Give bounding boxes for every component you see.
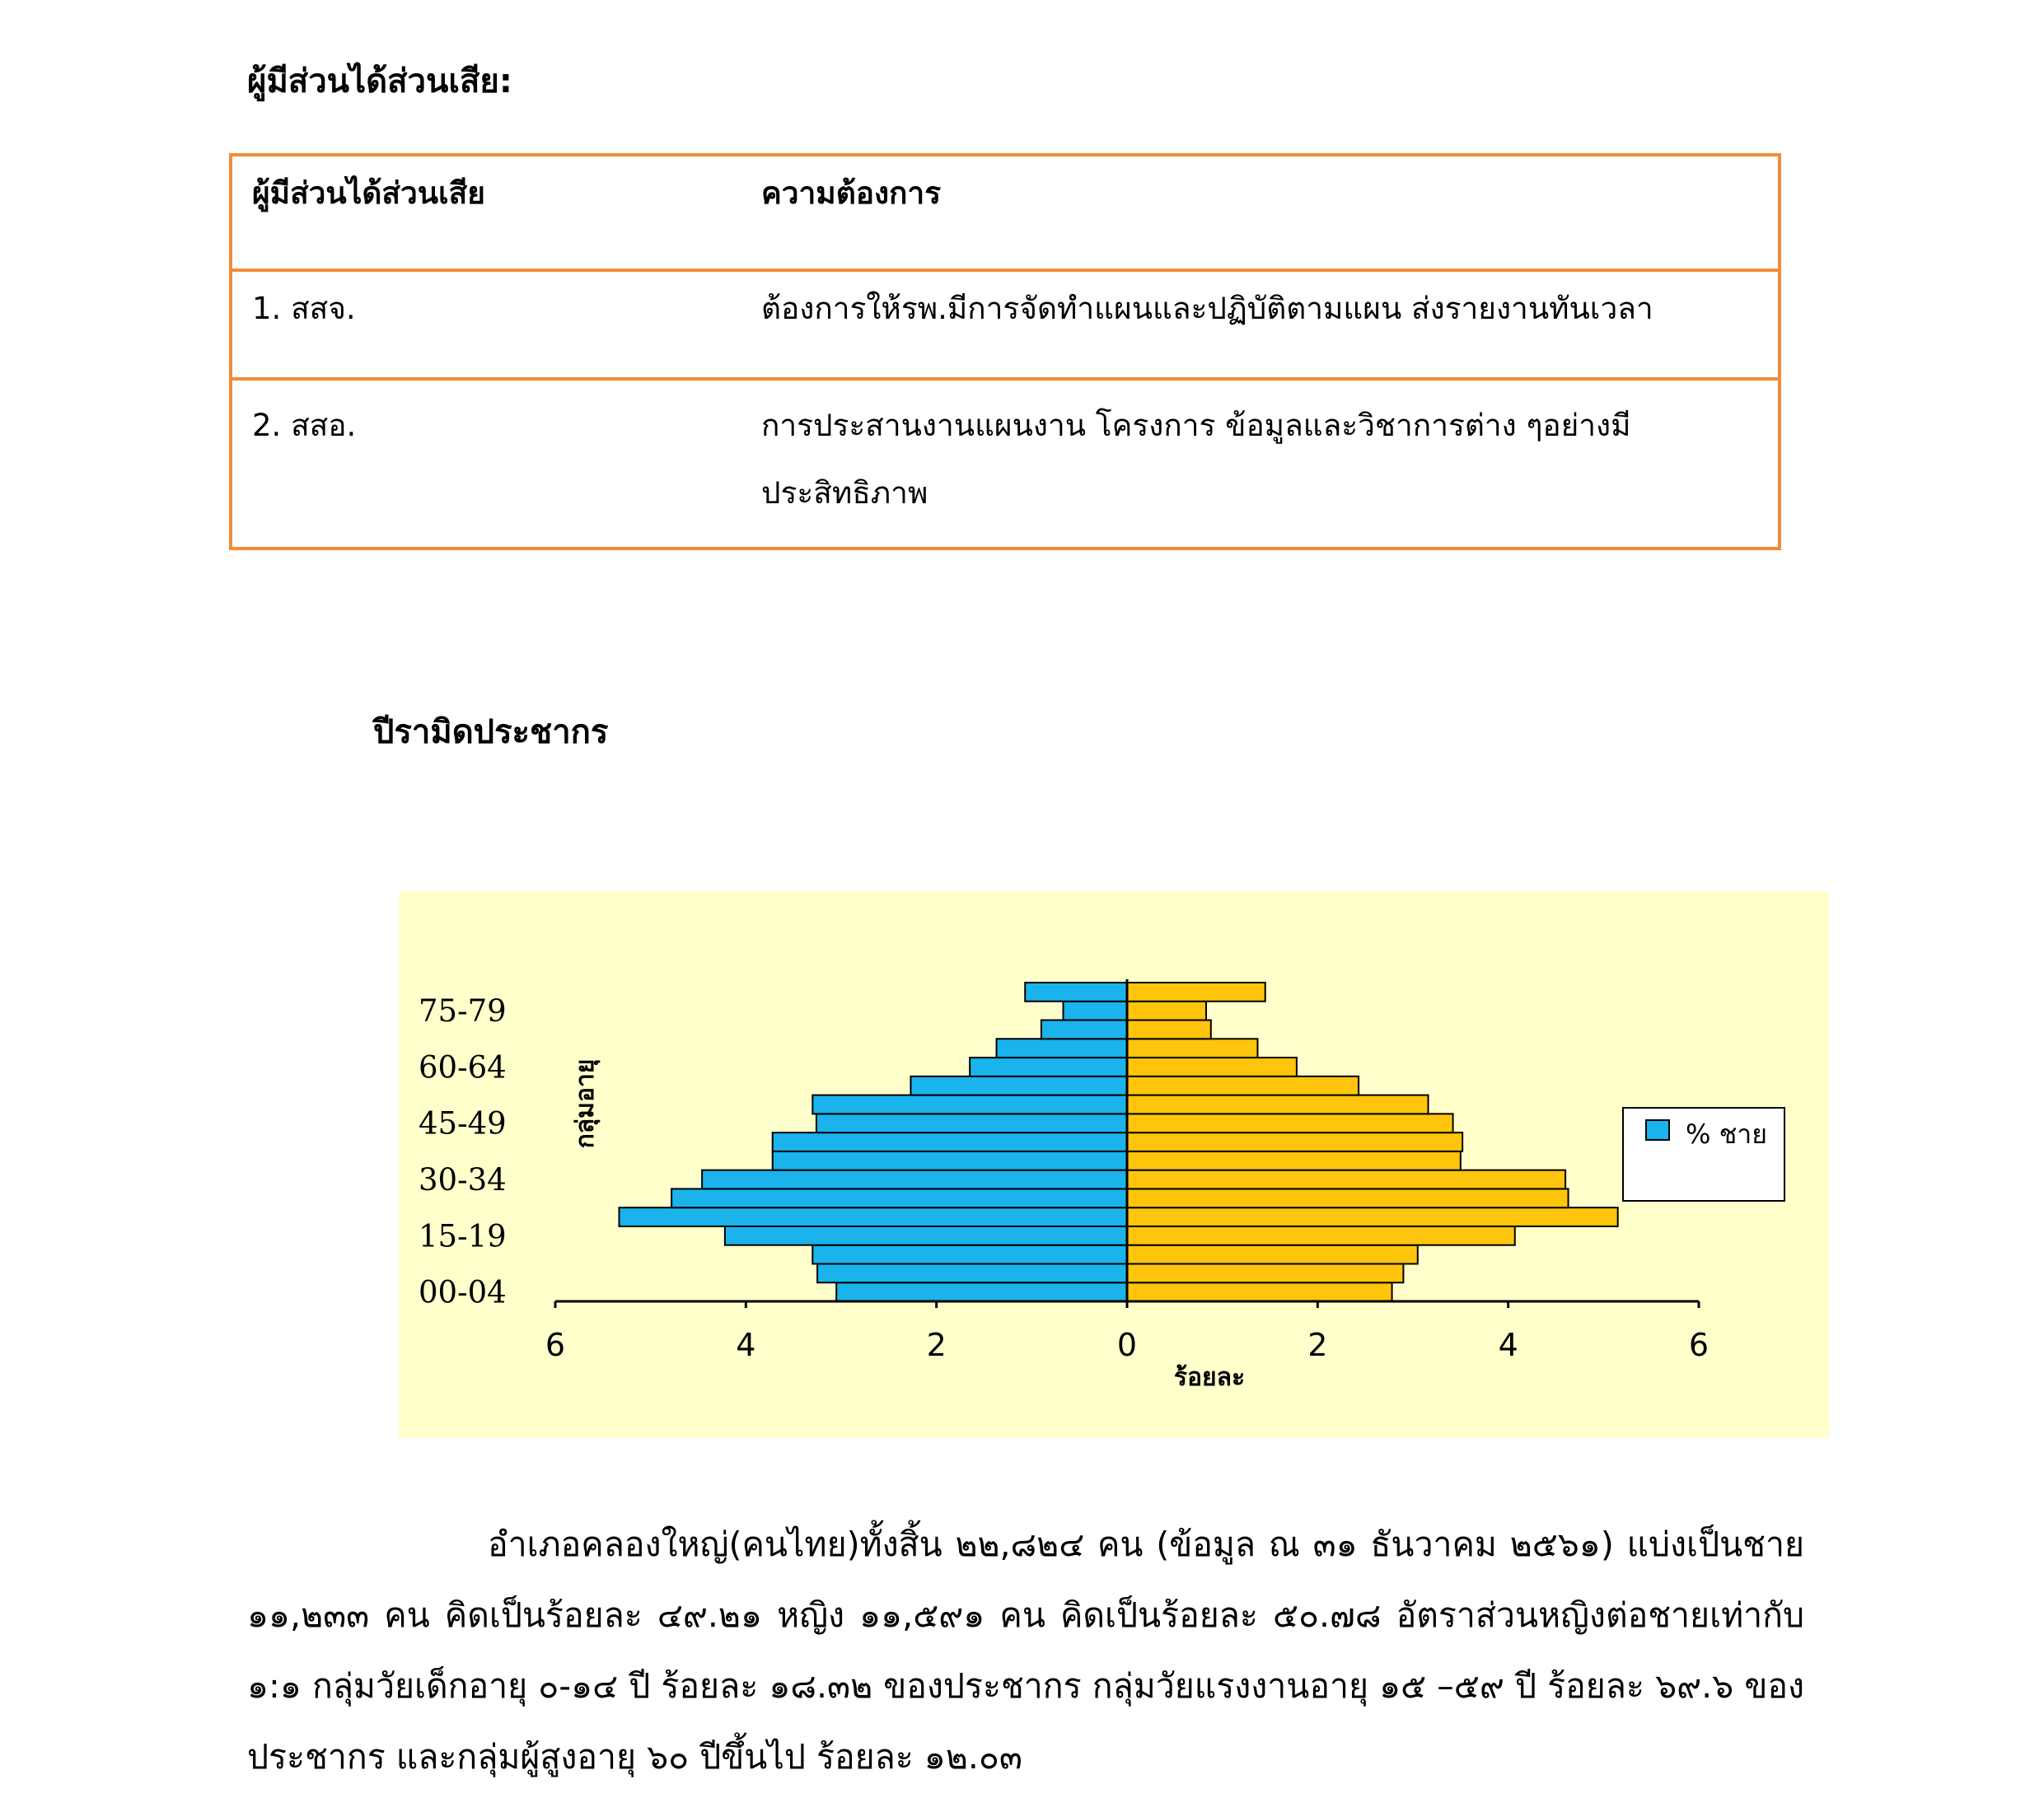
bar-female-70-74 — [1127, 1020, 1211, 1039]
paragraph-text: อำเภอคลองใหญ่(คนไทย)ทั้งสิ้น ๒๒,๘๒๔ คน (ข้อมูล ณ ๓๑ ธันวาคม ๒๕๖๑) แบ่งเป็นชาย ๑๑,๒๓๓ คน คิดเป็นร้อยละ ๔๙.๒๑ หญิง ๑๑,๕๙๑ คน คิดเป็นร้อยละ ๕๐.๗๘ อัตราส่วนหญิงต่อชายเท่ากับ ๑:๑ กลุ่มวัยเด็กอายุ ๐-๑๔ ปี ร้อยละ ๑๘.๓๒ ของประชากร กลุ่มวัยแรงงานอายุ ๑๕ –๕๙ ปี ร้อยละ ๖๙.๖ ของประชากร และกลุ่มผู้สูงอายุ ๖๐ ปีขึ้นไป ร้อยละ ๑๒.๐๓ — [247, 1525, 1804, 1777]
x-tick-label: 4 — [1498, 1327, 1518, 1363]
bar-male-40-44 — [773, 1133, 1127, 1151]
population-pyramid-svg — [399, 891, 1829, 1438]
y-tick-label: 15-19 — [419, 1218, 507, 1254]
bar-male-15-19 — [725, 1226, 1127, 1245]
bar-male-70-74 — [1041, 1020, 1127, 1039]
table-row — [231, 379, 1780, 549]
legend-label-male: % ชาย — [1686, 1118, 1768, 1150]
bar-female-60-64 — [1127, 1058, 1297, 1076]
stakeholder-table — [229, 153, 1781, 550]
bar-male-45-49 — [816, 1114, 1127, 1133]
population-summary-paragraph — [247, 1509, 1804, 1792]
stakeholder-heading: ผู้มีส่วนได้ส่วนเสีย: — [247, 63, 512, 100]
population-pyramid-chart — [399, 891, 1829, 1438]
y-axis-title: กลุ่มอายุ — [571, 1058, 600, 1149]
bar-female-50-54 — [1127, 1095, 1429, 1114]
table-cell-stakeholder: 2. สสอ. — [231, 379, 741, 549]
bar-female-40-44 — [1127, 1133, 1462, 1151]
table-header-row — [231, 155, 1780, 270]
table-row — [231, 270, 1780, 379]
bar-female-45-49 — [1127, 1114, 1453, 1133]
y-tick-label: 00-04 — [419, 1274, 507, 1310]
bar-female-20-24 — [1127, 1207, 1618, 1226]
table-header-stakeholder: ผู้มีส่วนได้ส่วนเสีย — [231, 155, 741, 270]
table-cell-need: ต้องการให้รพ.มีการจัดทำแผนและปฏิบัติตามแผน ส่งรายงานทันเวลา — [741, 270, 1780, 379]
bar-female-65-69 — [1127, 1039, 1257, 1058]
bar-male-25-29 — [671, 1189, 1127, 1207]
table-header-need: ความต้องการ — [741, 155, 1780, 270]
legend-swatch-male — [1646, 1120, 1669, 1140]
bar-male-65-69 — [997, 1039, 1127, 1058]
bar-male-05-09 — [817, 1263, 1127, 1282]
bar-female-10-14 — [1127, 1245, 1418, 1264]
x-tick-label: 6 — [1688, 1327, 1710, 1363]
bar-male-00-04 — [836, 1282, 1127, 1301]
x-tick-label: 4 — [736, 1327, 756, 1363]
bar-female-05-09 — [1127, 1263, 1403, 1282]
bar-female-25-29 — [1127, 1189, 1569, 1207]
bar-male-55-59 — [910, 1076, 1127, 1095]
bar-male-10-14 — [812, 1245, 1127, 1264]
bar-male-30-34 — [702, 1170, 1127, 1189]
x-tick-label: 6 — [545, 1327, 566, 1363]
table-cell-need: การประสานงานแผนงาน โครงการ ข้อมูลและวิชาการต่าง ๆอย่างมีประสิทธิภาพ — [741, 379, 1780, 549]
bar-female-00-04 — [1127, 1282, 1392, 1301]
y-tick-label: 75-79 — [419, 993, 507, 1030]
y-tick-label: 30-34 — [419, 1162, 507, 1198]
bar-male-35-39 — [773, 1151, 1127, 1170]
x-tick-label: 0 — [1116, 1327, 1138, 1363]
x-axis-title: ร้อยละ — [1173, 1363, 1246, 1392]
bar-female-15-19 — [1127, 1226, 1515, 1245]
bar-female-35-39 — [1127, 1151, 1461, 1170]
bar-male-75-79 — [1064, 1002, 1127, 1020]
bar-male-80+ — [1025, 983, 1127, 1002]
bar-female-55-59 — [1127, 1076, 1359, 1095]
bar-male-60-64 — [970, 1058, 1127, 1076]
bar-male-20-24 — [619, 1207, 1127, 1226]
bar-female-80+ — [1127, 983, 1265, 1002]
pyramid-heading: ปีรามิดประชากร — [373, 713, 609, 751]
y-tick-label: 45-49 — [419, 1105, 507, 1142]
bar-male-50-54 — [812, 1095, 1127, 1114]
bar-female-75-79 — [1127, 1002, 1206, 1020]
y-tick-label: 60-64 — [419, 1049, 507, 1086]
x-tick-label: 2 — [1307, 1327, 1328, 1363]
table-cell-stakeholder: 1. สสจ. — [231, 270, 741, 379]
bar-female-30-34 — [1127, 1170, 1565, 1189]
x-tick-label: 2 — [926, 1327, 947, 1363]
